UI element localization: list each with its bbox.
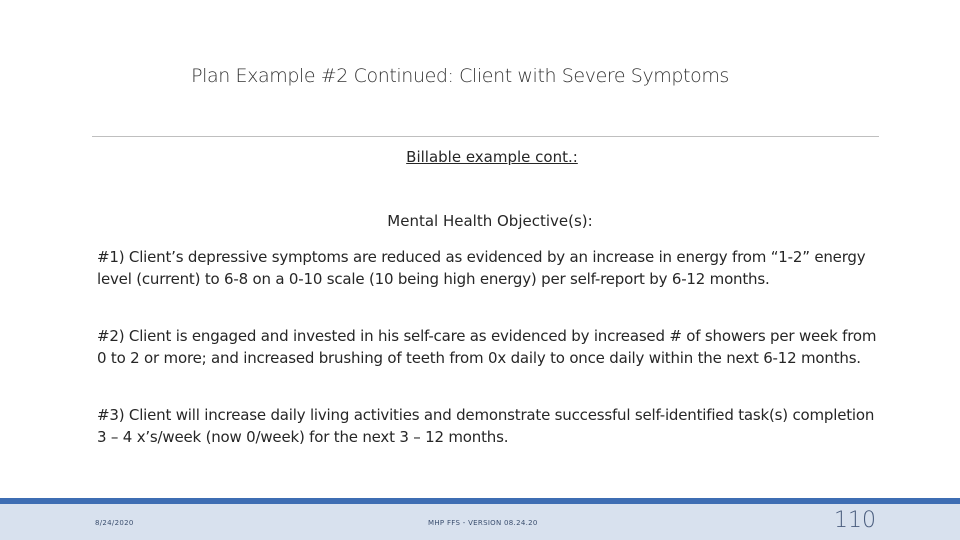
objective-item: #2) Client is engaged and invested in his self-care as evidenced by increased # of showers per week from 0 to 2 or more; and increased brushing of teeth from 0x daily to once daily within the next 6-12 months.: [97, 327, 877, 367]
footer-date: 8/24/2020: [95, 519, 134, 527]
slide-title: Plan Example #2 Continued: Client with Severe Symptoms: [191, 65, 729, 87]
footer-version: MHP FFS - VERSION 08.24.20: [428, 519, 538, 527]
slide-subtitle: Billable example cont.:: [406, 148, 578, 166]
objective-item: #3) Client will increase daily living activities and demonstrate successful self-identified task(s) completion 3 – 4 x’s/week (now 0/week) for the next 3 – 12 months.: [97, 406, 875, 446]
page-number: 110: [834, 508, 876, 533]
title-divider: [92, 136, 879, 137]
objectives-heading: Mental Health Objective(s):: [387, 212, 593, 230]
objective-item: #1) Client’s depressive symptoms are reduced as evidenced by an increase in energy from “1-2” energy level (current) to 6-8 on a 0-10 scale (10 being high energy) per self-report by 6-12 months.: [97, 248, 866, 288]
